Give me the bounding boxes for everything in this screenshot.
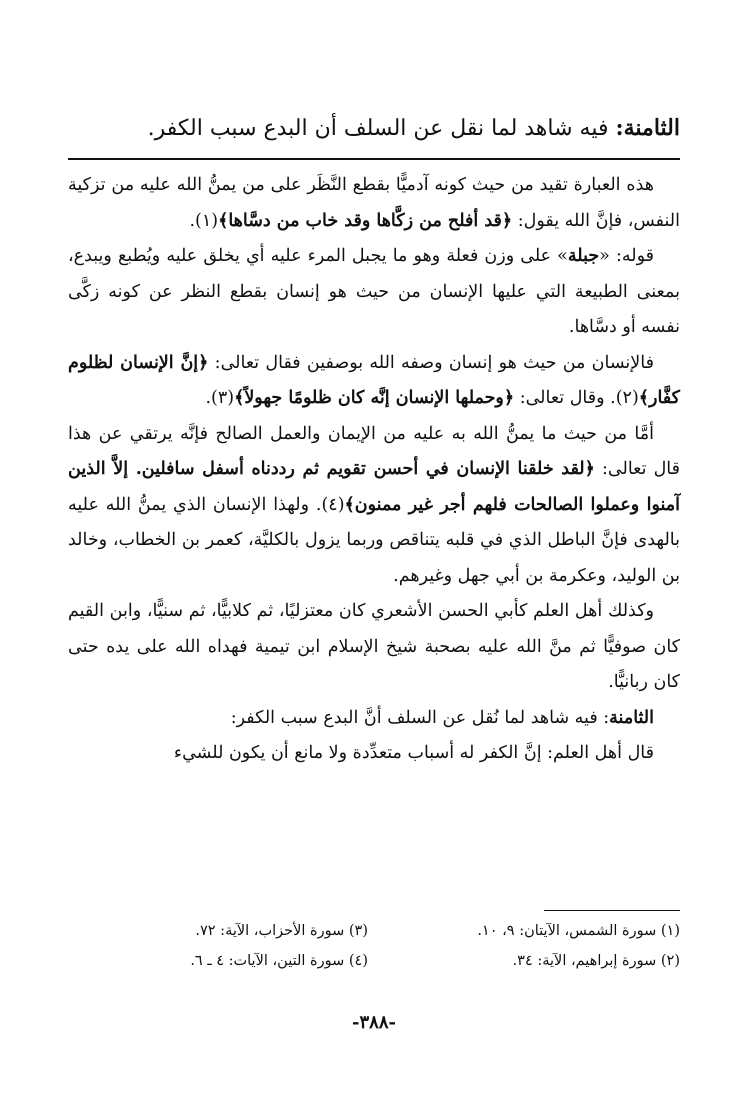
footnotes [68, 916, 680, 976]
text-run: وكذلك أهل العلم كأبي الحسن الأشعري كان معتزليًا، ثم كلابيًّا، ثم سنيًّا، وابن القيم كان صوفيًّا ثم منَّ الله عليه بصحبة شيخ الإسلام ابن تيمية فهداه الله على يده حتى كان ربانيًّا. [68, 601, 680, 692]
text-run: : فيه شاهد لما نُقل عن السلف أنَّ البدع سبب الكفر: [230, 707, 610, 728]
bold-text: ﴿وحملها الإنسان إنَّه كان ظلومًا جهولاً﴾ [234, 388, 515, 408]
text-run: أمَّا من حيث ما يمنُّ الله به عليه من الإيمان والعمل الصالح فإنَّه يرتقي عن هذا قال تعالى: [68, 423, 680, 479]
bold-text: جبلة [567, 246, 600, 266]
paragraph [68, 239, 680, 346]
main-text [68, 168, 680, 772]
text-run: قوله: « [599, 246, 654, 266]
text-run: » على وزن فعلة وهو ما يجبل المرء عليه أي يخلق عليه ويُطبع ويبدع، بمعنى الطبيعة التي عليها الإنسان من حيث هو إنسان بقطع النظر عن كونه زكَّى نفسه أو دسَّاها. [68, 246, 680, 337]
paragraph [68, 168, 680, 239]
page-number: -٣٨٨- [352, 1012, 396, 1033]
footnote-rule [544, 910, 680, 911]
running-header [68, 108, 680, 149]
footnote-row [68, 946, 680, 976]
bold-text: ﴿لقد خلقنا الإنسان في أحسن تقويم ثم رددناه أسفل سافلين. إلاَّ الذين آمنوا وعملوا الصالحات فلهم أجر غير ممنون﴾ [68, 459, 680, 515]
text-run: (٣). [205, 388, 235, 408]
text-run: (١). [189, 210, 219, 231]
header-label: الثامنة: [615, 115, 680, 141]
bold-text: ﴿إنَّ الإنسان لظلوم كفَّار﴾ [68, 352, 680, 408]
page [68, 0, 680, 1105]
bold-text: الثامنة [609, 707, 654, 728]
header-rule [68, 158, 680, 160]
text-run: هذه العبارة تقيد من حيث كونه آدميًّا بقطع النَّظَر على من يمنُّ الله عليه من تزكية النفس، فإنَّ الله يقول: [68, 175, 680, 231]
footnote-4: (٤) سورة التين، الآيات: ٤ ـ ٦. [190, 953, 368, 969]
footnote-1: (١) سورة الشمس، الآيتان: ٩، ١٠. [477, 923, 680, 939]
footnote-3: (٣) سورة الأحزاب، الآية: ٧٢. [195, 923, 368, 939]
paragraph [68, 594, 680, 701]
paragraph [68, 736, 680, 772]
footnote-2: (٢) سورة إبراهيم، الآية: ٣٤. [512, 953, 680, 969]
paragraph [68, 417, 680, 595]
text-run: (٤). ولهذا الإنسان الذي يمنُّ الله عليه بالهدى فإنَّ الباطل الذي في قلبه يتناقص وربما يزول بالكليَّة، كعمر بن الخطاب، وخالد بن الوليد، وعكرمة بن أبي جهل وغيرهم. [68, 494, 680, 586]
header-text: فيه شاهد لما نقل عن السلف أن البدع سبب الكفر. [147, 116, 616, 141]
text-run: قال أهل العلم: إنَّ الكفر له أسباب متعدِّدة ولا مانع أن يكون للشيء [173, 743, 654, 763]
footnote-row [68, 916, 680, 946]
paragraph [68, 701, 680, 737]
paragraph [68, 346, 680, 417]
bold-text: ﴿قد أفلح من زكَّاها وقد خاب من دسَّاها﴾ [218, 210, 513, 231]
text-run: فالإنسان من حيث هو إنسان وصفه الله بوصفين فقال تعالى: [208, 352, 654, 373]
text-run: (٢). وقال تعالى: [514, 388, 639, 408]
